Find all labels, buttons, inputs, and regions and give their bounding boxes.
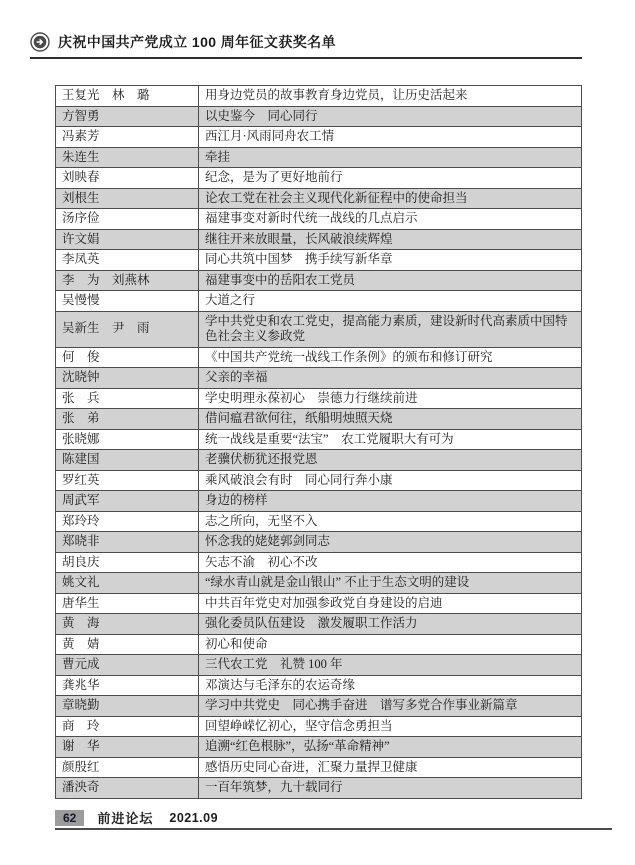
- page-header: [30, 32, 336, 52]
- essay-title-cell: 三代农工党 礼赞 100 年: [199, 655, 582, 676]
- table-row: [56, 634, 582, 655]
- essay-title-cell: 学史明理永葆初心 崇德力行继续前进: [199, 388, 582, 409]
- author-cell: 李 为 刘燕林: [56, 270, 199, 291]
- author-cell: 冯素芳: [56, 127, 199, 148]
- essay-title-cell: 老骥伏枥犹还报党恩: [199, 450, 582, 471]
- table-row: [56, 250, 582, 271]
- table-row: [56, 696, 582, 717]
- awards-table: [55, 85, 582, 799]
- essay-title-cell: 纪念，是为了更好地前行: [199, 168, 582, 189]
- essay-title-cell: 《中国共产党统一战线工作条例》的颁布和修订研究: [199, 347, 582, 368]
- author-cell: 郑玲玲: [56, 511, 199, 532]
- author-cell: 李凤英: [56, 250, 199, 271]
- essay-title-cell: 回望峥嵘忆初心，坚守信念勇担当: [199, 716, 582, 737]
- table-row: [56, 311, 582, 347]
- author-cell: 汤序俭: [56, 209, 199, 230]
- author-cell: 曹元成: [56, 655, 199, 676]
- essay-title-cell: 追溯“红色根脉”，弘扬“革命精神”: [199, 737, 582, 758]
- essay-title-cell: 中共百年党史对加强参政党自身建设的启迪: [199, 593, 582, 614]
- essay-title-cell: 牵挂: [199, 147, 582, 168]
- essay-title-cell: 父亲的幸福: [199, 368, 582, 389]
- header-divider: [30, 57, 582, 59]
- table-row: [56, 675, 582, 696]
- author-cell: 黄 婧: [56, 634, 199, 655]
- author-cell: 吴慢慢: [56, 291, 199, 312]
- table-row: [56, 86, 582, 107]
- essay-title-cell: 强化委员队伍建设 激发履职工作活力: [199, 614, 582, 635]
- table-row: [56, 532, 582, 553]
- essay-title-cell: 同心共筑中国梦 携手续写新华章: [199, 250, 582, 271]
- table-row: [56, 757, 582, 778]
- page-title: 庆祝中国共产党成立 100 周年征文获奖名单: [58, 34, 336, 50]
- author-cell: 张 兵: [56, 388, 199, 409]
- author-cell: 朱连生: [56, 147, 199, 168]
- table-row: [56, 270, 582, 291]
- table-row: [56, 450, 582, 471]
- table-row: [56, 127, 582, 148]
- table-row: [56, 147, 582, 168]
- author-cell: 方智勇: [56, 106, 199, 127]
- essay-title-cell: 感悟历史同心奋进，汇聚力量捍卫健康: [199, 757, 582, 778]
- author-cell: 刘映春: [56, 168, 199, 189]
- author-cell: 陈建国: [56, 450, 199, 471]
- essay-title-cell: 继往开来放眼量，长风破浪续辉煌: [199, 229, 582, 250]
- author-cell: 颜殷红: [56, 757, 199, 778]
- table-row: [56, 470, 582, 491]
- page-number-badge: 62: [55, 810, 84, 826]
- essay-title-cell: 矢志不渝 初心不改: [199, 552, 582, 573]
- author-cell: 何 俊: [56, 347, 199, 368]
- author-cell: 章晓勤: [56, 696, 199, 717]
- essay-title-cell: 怀念我的姥姥郭剑同志: [199, 532, 582, 553]
- circle-arrow-right-icon: [30, 32, 50, 52]
- table-row: [56, 388, 582, 409]
- awards-table-body: [56, 86, 582, 799]
- table-row: [56, 737, 582, 758]
- author-cell: 王复光 林 璐: [56, 86, 199, 107]
- table-row: [56, 168, 582, 189]
- table-row: [56, 614, 582, 635]
- table-row: [56, 209, 582, 230]
- table-row: [56, 229, 582, 250]
- table-row: [56, 491, 582, 512]
- author-cell: 姚文礼: [56, 573, 199, 594]
- author-cell: 沈晓钟: [56, 368, 199, 389]
- author-cell: 郑晓非: [56, 532, 199, 553]
- author-cell: 张 弟: [56, 409, 199, 430]
- table-row: [56, 593, 582, 614]
- essay-title-cell: 西江月·风雨同舟农工情: [199, 127, 582, 148]
- table-row: [56, 573, 582, 594]
- issue-date: 2021.09: [169, 810, 219, 825]
- essay-title-cell: 邓演达与毛泽东的农运奇缘: [199, 675, 582, 696]
- table-row: [56, 188, 582, 209]
- table-row: [56, 552, 582, 573]
- essay-title-cell: 学习中共党史 同心携手奋进 谱写多党合作事业新篇章: [199, 696, 582, 717]
- author-cell: 周武军: [56, 491, 199, 512]
- author-cell: 罗红英: [56, 470, 199, 491]
- author-cell: 胡良庆: [56, 552, 199, 573]
- essay-title-cell: 大道之行: [199, 291, 582, 312]
- author-cell: 潘泱奇: [56, 778, 199, 799]
- essay-title-cell: 学中共党史和农工党史，提高能力素质，建设新时代高素质中国特色社会主义参政党: [199, 311, 582, 347]
- essay-title-cell: “绿水青山就是金山银山” 不止于生态文明的建设: [199, 573, 582, 594]
- author-cell: 唐华生: [56, 593, 199, 614]
- author-cell: 刘根生: [56, 188, 199, 209]
- essay-title-cell: 以史鉴今 同心同行: [199, 106, 582, 127]
- journal-name: 前进论坛: [97, 811, 154, 826]
- essay-title-cell: 借问瘟君欲何往，纸船明烛照天烧: [199, 409, 582, 430]
- author-cell: 黄 海: [56, 614, 199, 635]
- author-cell: 龚兆华: [56, 675, 199, 696]
- essay-title-cell: 志之所向，无坚不入: [199, 511, 582, 532]
- essay-title-cell: 论农工党在社会主义现代化新征程中的使命担当: [199, 188, 582, 209]
- table-row: [56, 409, 582, 430]
- essay-title-cell: 身边的榜样: [199, 491, 582, 512]
- table-row: [56, 291, 582, 312]
- table-row: [56, 511, 582, 532]
- author-cell: 张晓娜: [56, 429, 199, 450]
- essay-title-cell: 乘风破浪会有时 同心同行奔小康: [199, 470, 582, 491]
- table-row: [56, 429, 582, 450]
- table-row: [56, 368, 582, 389]
- table-row: [56, 716, 582, 737]
- table-row: [56, 106, 582, 127]
- page-footer: [55, 808, 218, 827]
- essay-title-cell: 初心和使命: [199, 634, 582, 655]
- author-cell: 谢 华: [56, 737, 199, 758]
- footer-divider: [55, 828, 612, 830]
- table-row: [56, 778, 582, 799]
- essay-title-cell: 用身边党员的故事教育身边党员，让历史活起来: [199, 86, 582, 107]
- table-row: [56, 655, 582, 676]
- author-cell: 吴新生 尹 雨: [56, 311, 199, 347]
- essay-title-cell: 一百年筑梦，九十载同行: [199, 778, 582, 799]
- author-cell: 许文娟: [56, 229, 199, 250]
- table-row: [56, 347, 582, 368]
- author-cell: 商 玲: [56, 716, 199, 737]
- essay-title-cell: 福建事变中的岳阳农工党员: [199, 270, 582, 291]
- essay-title-cell: 统一战线是重要“法宝” 农工党履职大有可为: [199, 429, 582, 450]
- essay-title-cell: 福建事变对新时代统一战线的几点启示: [199, 209, 582, 230]
